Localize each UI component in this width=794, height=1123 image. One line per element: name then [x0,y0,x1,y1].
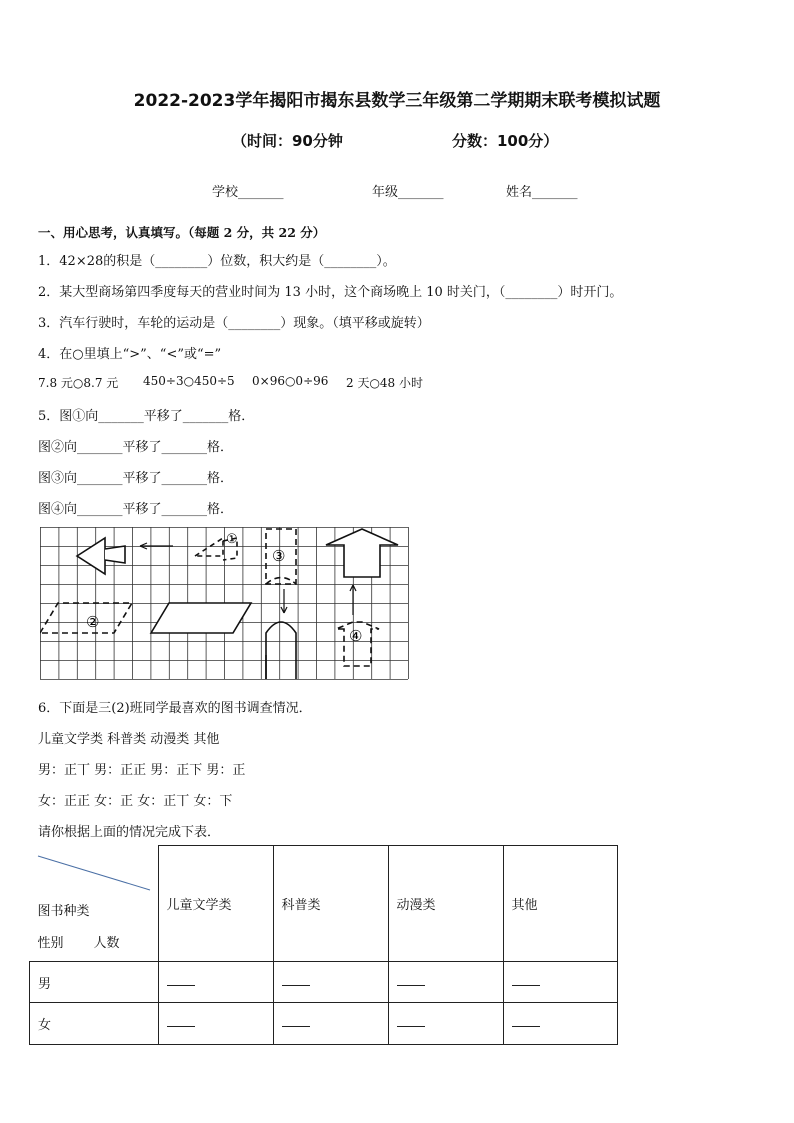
translation-grid-figure [40,527,410,680]
corner-left-label: 性别 [37,935,64,951]
q6-girls-tally: 女：正正 女：正 女：正丅 女：下 [38,794,233,809]
name-field: 姓名_______ [506,185,578,200]
label-2: ② [86,613,100,631]
q4-item: 0×96○0÷96 [252,374,329,388]
q4-item: 2 天○48 小时 [346,376,424,390]
answer-blank[interactable] [397,1016,425,1027]
shape-1-translated [195,538,223,556]
question-5-line: 图②向_______平移了_______格． [38,440,234,455]
answer-cell[interactable] [273,962,388,1003]
answer-blank[interactable] [512,1016,540,1027]
column-header: 科普类 [273,846,388,962]
answer-blank[interactable] [167,1016,195,1027]
question-3: 3．汽车行驶时，车轮的运动是（________）现象。（填平移或旋转） [38,316,430,331]
answer-cell[interactable] [503,1003,617,1045]
answer-blank[interactable] [282,1016,310,1027]
question-5-line: 5．图①向_______平移了_______格． [38,409,255,424]
row-header: 男 [30,962,159,1003]
school-field: 学校_______ [212,185,284,200]
question-4: 4．在○里填上“>”、“<”或“=” [38,347,222,362]
label-3: ③ [272,547,286,565]
q4-item: 450÷3○450÷5 [143,374,235,388]
shape-2-solid [151,603,251,633]
shape-4-solid [326,529,398,577]
column-header: 儿童文学类 [158,846,273,962]
q6-categories: 儿童文学类 科普类 动漫类 其他 [38,732,220,747]
row-header: 女 [30,1003,159,1045]
exam-score: 分数：100分） [452,132,559,150]
q6-boys-tally: 男：正丅 男：正正 男：正下 男：正 [38,763,246,778]
column-header: 其他 [503,846,617,962]
answer-blank[interactable] [397,975,425,986]
question-1: 1．42×28的积是（________）位数，积大约是（________）。 [38,254,396,269]
answer-blank[interactable] [167,975,195,986]
corner-top-label: 图书种类 [37,903,90,919]
answer-cell[interactable] [158,1003,273,1045]
answer-blank[interactable] [512,975,540,986]
question-6: 6．下面是三(2)班同学最喜欢的图书调查情况． [38,701,312,716]
answer-blank[interactable] [282,975,310,986]
q6-instruction: 请你根据上面的情况完成下表． [38,825,221,840]
exam-time: （时间：90分钟 [232,132,343,150]
question-5-line: 图③向_______平移了_______格． [38,471,234,486]
corner-cell [30,846,159,962]
answer-cell[interactable] [273,1003,388,1045]
answer-cell[interactable] [503,962,617,1003]
answer-cell[interactable] [388,1003,503,1045]
survey-table [29,845,618,1045]
column-header: 动漫类 [388,846,503,962]
corner-right-label: 人数 [93,935,120,951]
shape-1-original [77,538,105,574]
answer-cell[interactable] [388,962,503,1003]
question-5-line: 图④向_______平移了_______格． [38,502,234,517]
q4-item: 7.8 元○8.7 元 [38,376,119,390]
answer-cell[interactable] [158,962,273,1003]
question-2: 2．某大型商场第四季度每天的营业时间为 13 小时，这个商场晚上 10 时关门，（________）时开门。 [38,285,623,300]
label-1: ① [226,532,238,547]
section-heading: 一、用心思考，认真填写。（每题 2 分，共 22 分） [38,225,326,240]
grade-field: 年级_______ [372,185,444,200]
exam-title: 2022-2023学年揭阳市揭东县数学三年级第二学期期末联考模拟试题 [133,91,661,111]
label-4: ④ [349,627,363,645]
shape-3-solid [266,622,296,679]
